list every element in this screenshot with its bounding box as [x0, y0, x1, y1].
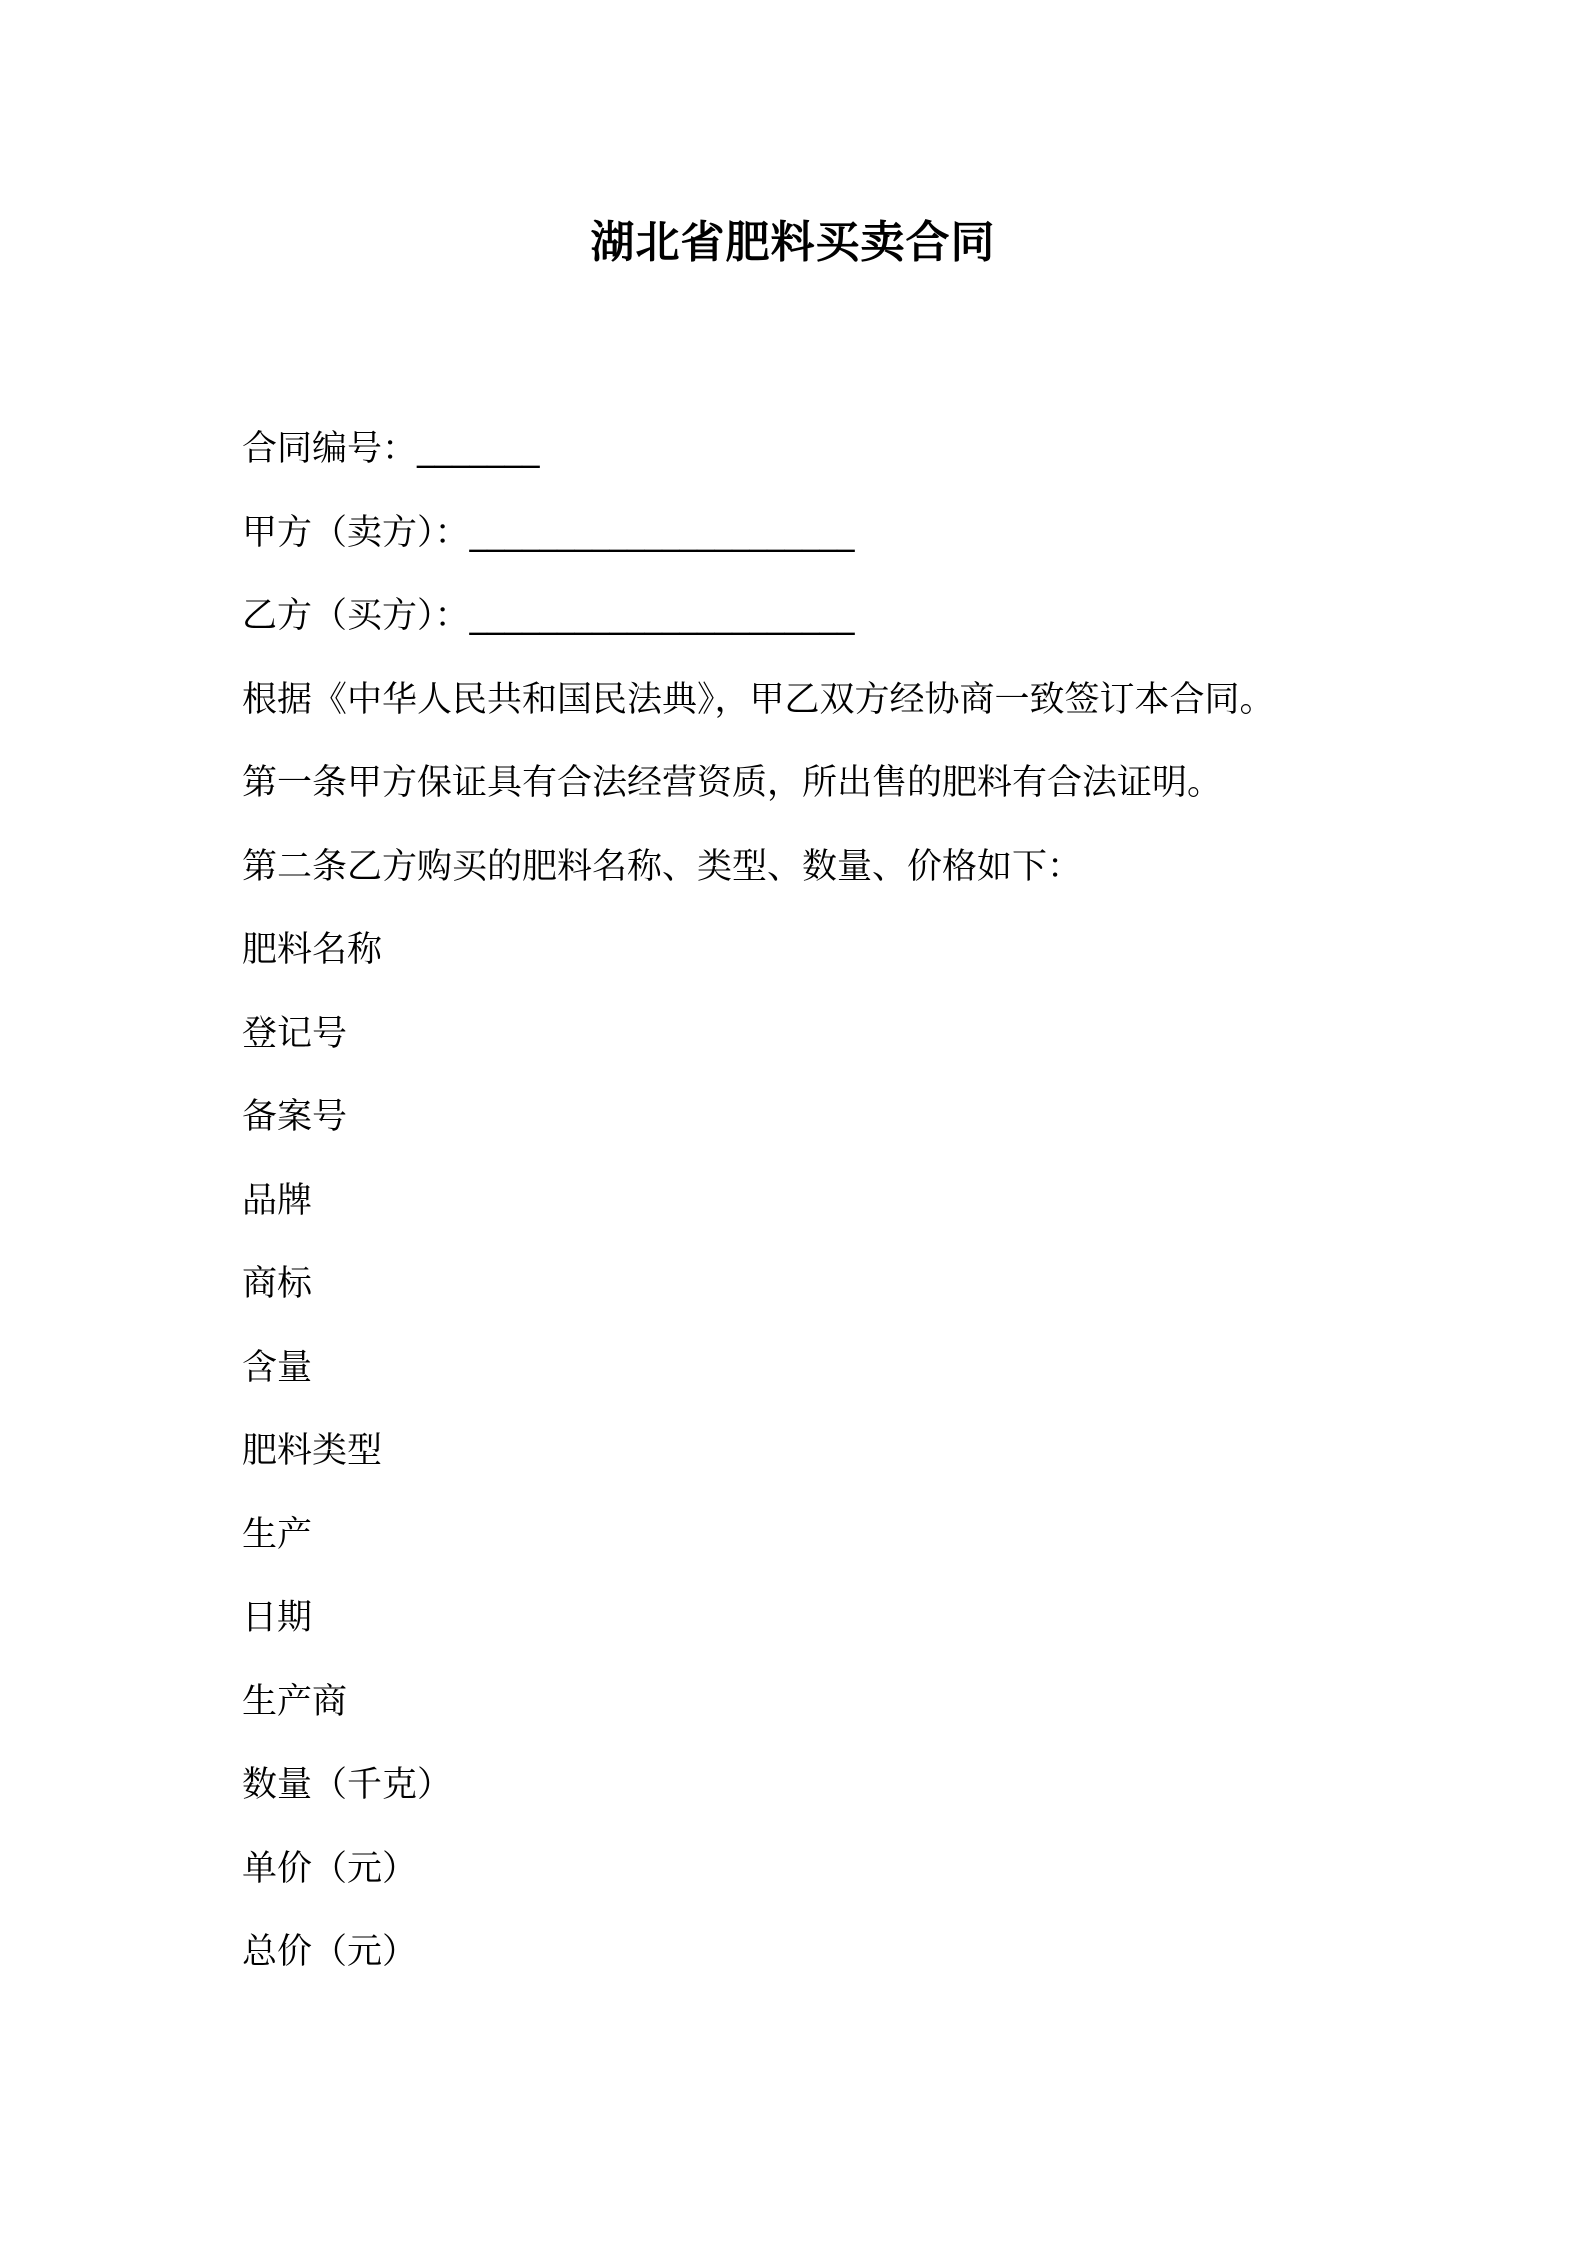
field-production: 生产 [242, 1514, 313, 1555]
field-fertilizer-name: 肥料名称 [242, 930, 383, 970]
document-title: 湖北省肥料买卖合同 [590, 217, 996, 268]
legal-basis-paragraph: 根据《中华人民共和国民法典》，甲乙双方经协商一致签订本合同。 [242, 679, 1275, 720]
field-brand: 品牌 [242, 1180, 313, 1221]
field-trademark: 商标 [242, 1264, 313, 1304]
article-two-paragraph: 第二条乙方购买的肥料名称、类型、数量、价格如下： [242, 846, 1083, 887]
field-registration-number: 登记号 [242, 1013, 348, 1054]
field-fertilizer-type: 肥料类型 [242, 1431, 383, 1471]
article-one-paragraph: 第一条甲方保证具有合法经营资质，所出售的肥料有合法证明。 [242, 763, 1223, 803]
field-quantity-kg: 数量（千克） [242, 1765, 453, 1805]
party-b-buyer-line: 乙方（买方）：______________________ [242, 596, 855, 636]
party-a-seller-line: 甲方（卖方）：______________________ [242, 512, 855, 553]
field-manufacturer: 生产商 [242, 1681, 348, 1722]
field-content: 含量 [242, 1347, 313, 1388]
contract-number-line: 合同编号：_______ [242, 429, 540, 469]
field-unit-price: 单价（元） [242, 1848, 418, 1889]
field-filing-number: 备案号 [242, 1097, 348, 1137]
field-date: 日期 [242, 1598, 313, 1638]
document-body [242, 408, 1392, 1995]
field-total-price: 总价（元） [242, 1932, 418, 1972]
